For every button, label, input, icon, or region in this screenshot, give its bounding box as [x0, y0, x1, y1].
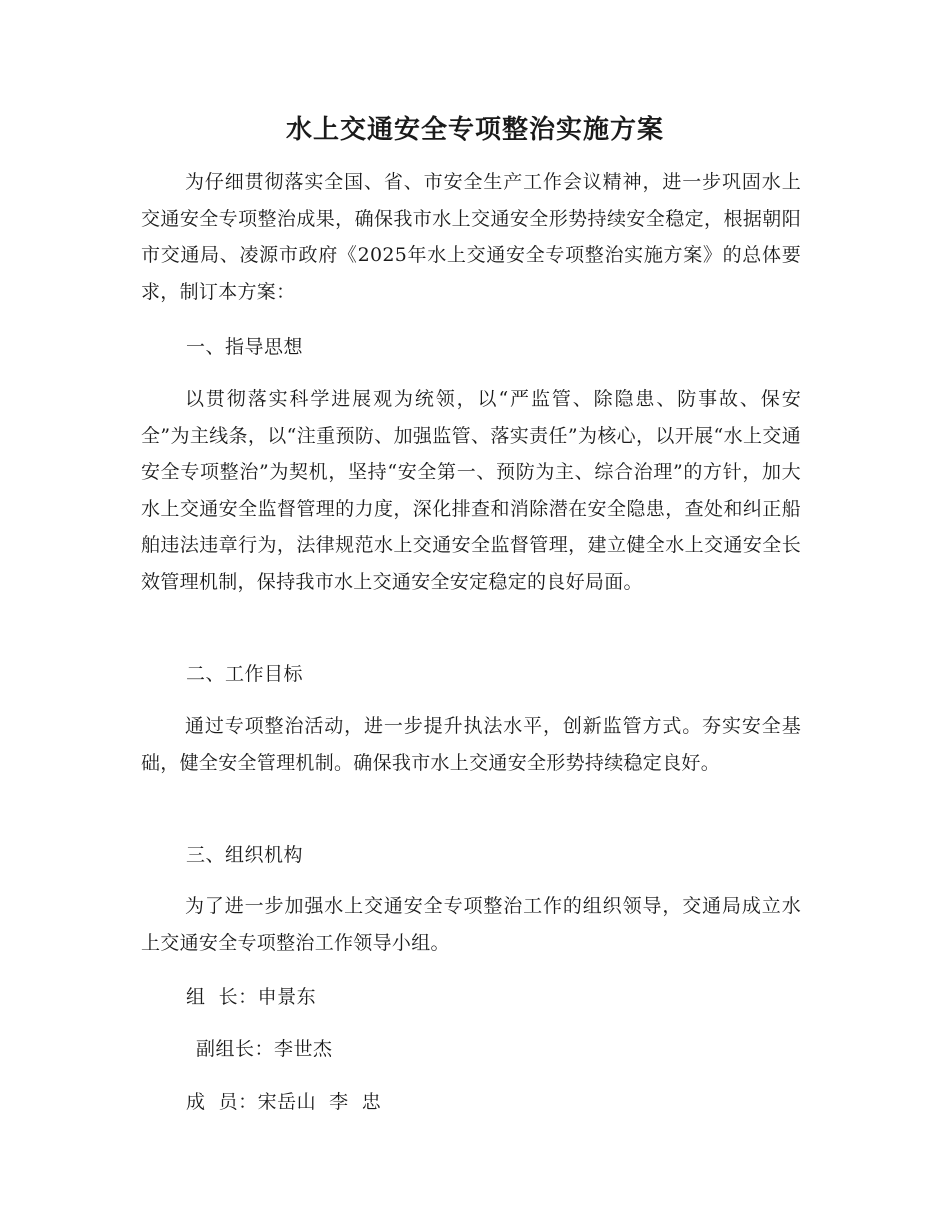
document-title: 水上交通安全专项整治实施方案: [285, 115, 664, 145]
section3-paragraph: 为了进一步加强水上交通安全专项整治工作的组织领导，交通局成立水上交通安全专项整治工作领导小组。: [141, 895, 801, 954]
deputy-leader-line: 副组长：李世杰: [196, 1038, 333, 1060]
section3-heading: 三、组织机构: [186, 844, 304, 866]
section2-paragraph: 通过专项整治活动，进一步提升执法水平，创新监管方式。夯实安全基础，健全安全管理机制。确保我市水上交通安全形势持续稳定良好。: [141, 715, 801, 774]
section2-heading: 二、工作目标: [186, 663, 304, 685]
section1-heading: 一、指导思想: [186, 336, 304, 358]
leader-line: 组 长：申景东: [186, 986, 317, 1008]
section1-paragraph: 以贯彻落实科学进展观为统领，以“严监管、除隐患、防事故、保安全”为主线条，以“注重预防、加强监管、落实责任”为核心，以开展“水上交通安全专项整治”为契机，坚持“安全第一、预防为主、综合治理”的方针，加大水上交通安全监督管理的力度，深化排查和消除潜在安全隐患，查处和纠正船舶违法违章行为，法律规范水上交通安全监督管理，建立健全水上交通安全长效管理机制，保持我市水上交通安全安定稳定的良好局面。: [141, 388, 801, 593]
intro-paragraph: 为仔细贯彻落实全国、省、市安全生产工作会议精神，进一步巩固水上交通安全专项整治成果，确保我市水上交通安全形势持续安全稳定，根据朝阳市交通局、凌源市政府《2025年水上交通安全专项整治实施方案》的总体要求，制订本方案：: [141, 171, 801, 303]
members-line: 成 员：宋岳山 李 忠: [186, 1091, 382, 1113]
